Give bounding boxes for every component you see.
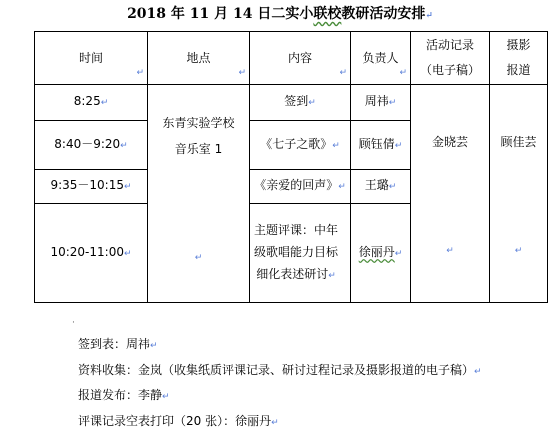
header-row (35, 32, 548, 85)
cell-recorder: 金晓芸 ↵ (411, 85, 490, 303)
stray-dot: · (72, 318, 75, 328)
schedule-table (34, 31, 548, 303)
title-prefix: 2018 年 11 月 14 日二实小 (127, 6, 313, 22)
header-owner: 负责人 ↵ (351, 32, 411, 85)
cell-content: 签到↵ (250, 85, 351, 121)
title-underlined: 联校 (313, 6, 341, 22)
paragraph-mark: ↵ (425, 11, 433, 21)
place-line-2: 音乐室 1 (148, 141, 249, 158)
header-content: 内容 ↵ (250, 32, 351, 85)
header-place: 地点 ↵ (148, 32, 250, 85)
recorder-name: 金晓芸 (411, 134, 489, 151)
cell-time: 8:25↵ (35, 85, 148, 121)
note-line: 签到表：周祎↵ (78, 333, 482, 359)
cell-place: 东青实验学校 音乐室 1 ↵ (148, 85, 250, 303)
header-time: 时间 ↵ (35, 32, 148, 85)
title-suffix: 教研活动安排 (341, 6, 425, 22)
cell-owner: 徐丽丹↵ (351, 204, 411, 303)
cell-time: 8:40－9:20↵ (35, 121, 148, 170)
header-record: 活动记录 （电子稿） (411, 32, 490, 85)
note-line: 评课记录空表打印（20 张）：徐丽丹↵ (78, 410, 482, 435)
cell-time: 10:20-11:00↵ (35, 204, 148, 303)
cell-content: 《七子之歌》↵ (250, 121, 351, 170)
cell-owner: 王璐↵ (351, 170, 411, 204)
cell-photographer: 顾佳芸 ↵ (490, 85, 548, 303)
note-line: 资料收集：金岚（收集纸质评课记录、研讨过程记录及摄影报道的电子稿）↵ (78, 359, 482, 385)
cell-content: 主题评课：中年级歌唱能力目标细化表述研讨↵ (250, 204, 351, 303)
notes-list (78, 333, 482, 435)
place-line-1: 东青实验学校 (148, 115, 249, 132)
document-title (0, 4, 560, 26)
cell-time: 9:35－10:15↵ (35, 170, 148, 204)
photographer-name: 顾佳芸 (490, 134, 547, 151)
cell-content: 《亲爱的回声》↵ (250, 170, 351, 204)
cell-owner: 顾钰倩↵ (351, 121, 411, 170)
header-photo: 摄影 报道 (490, 32, 548, 85)
note-line: 报道发布：李静↵ (78, 384, 482, 410)
table-row (35, 85, 548, 121)
cell-owner: 周祎↵ (351, 85, 411, 121)
